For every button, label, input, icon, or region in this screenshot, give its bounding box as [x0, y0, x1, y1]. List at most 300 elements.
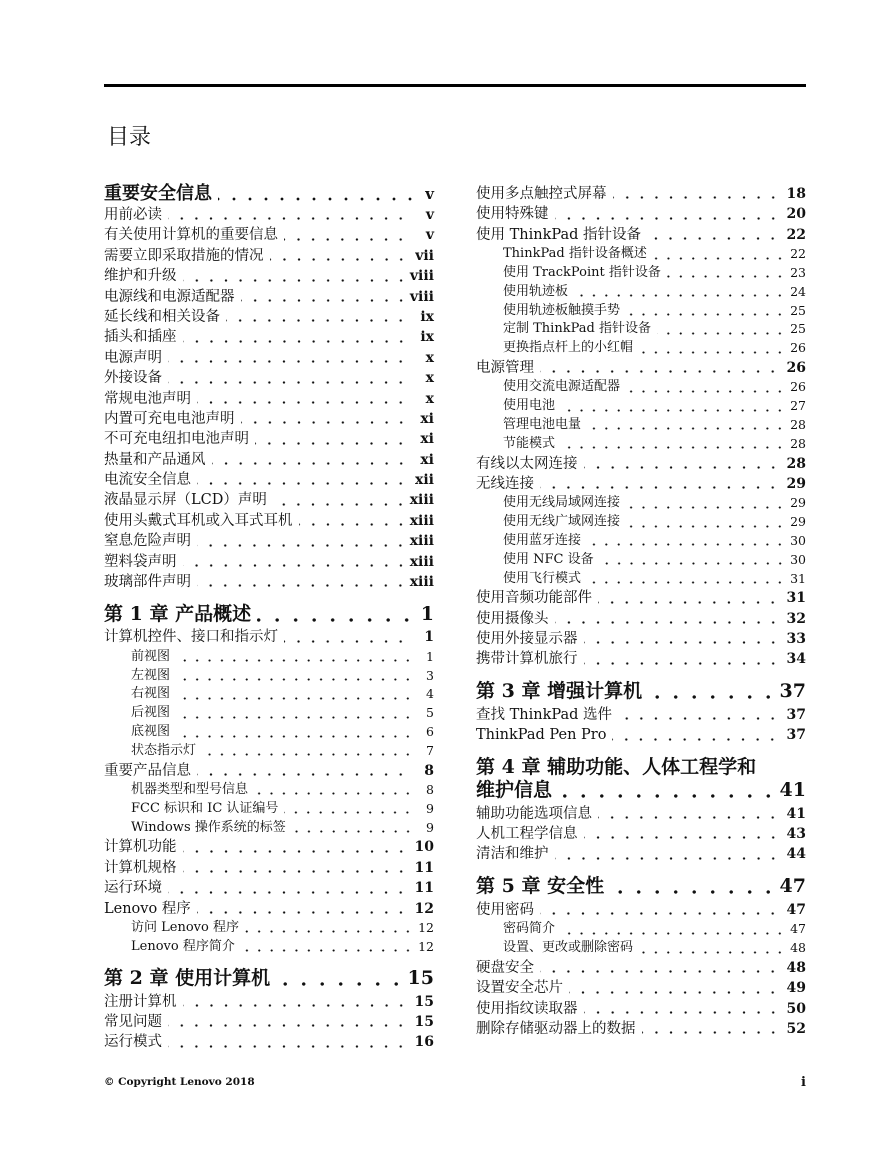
toc-page-number: viii — [409, 288, 434, 305]
toc-page-number: 32 — [786, 610, 806, 627]
dot-leader — [202, 742, 414, 761]
toc-page-number: 8 — [424, 762, 434, 779]
toc-entry[interactable] — [104, 490, 434, 510]
toc-page-number: 15 — [414, 993, 434, 1010]
toc-page-number: 31 — [790, 570, 806, 586]
toc-chapter-heading-line — [476, 875, 806, 898]
toc-chapter-heading[interactable] — [476, 756, 806, 802]
toc-page-number: 1 — [424, 629, 434, 646]
dot-leader — [555, 204, 781, 224]
toc-page-number: v — [425, 185, 434, 203]
dot-leader — [176, 667, 414, 686]
toc-entry-label: 删除存储驱动器上的数据 — [476, 1020, 636, 1037]
toc-page-number: xiii — [409, 574, 434, 591]
toc-entry[interactable] — [476, 649, 806, 669]
toc-chapter-heading-line — [476, 680, 806, 703]
toc-subentry[interactable] — [476, 397, 806, 416]
dot-leader — [284, 225, 408, 245]
toc-page-number: xiii — [409, 492, 434, 509]
dot-leader — [183, 552, 408, 572]
dot-leader — [639, 339, 786, 358]
toc-page-number: xi — [420, 451, 434, 468]
dot-leader — [218, 184, 418, 204]
toc-entry[interactable] — [104, 348, 434, 368]
toc-entry-label: 密码简介 — [503, 921, 556, 937]
toc-page-number: 16 — [414, 1034, 434, 1051]
toc-entry-label: 常见问题 — [104, 1013, 162, 1030]
toc-subentry[interactable] — [476, 264, 806, 283]
toc-entry-label: 塑料袋声明 — [104, 553, 177, 570]
toc-chapter-heading-line — [104, 603, 434, 626]
dot-leader — [598, 588, 780, 608]
toc-entry[interactable] — [104, 1012, 434, 1032]
toc-chapter-title: 第 3 章 增强计算机 — [476, 680, 643, 703]
toc-subentry[interactable] — [104, 800, 434, 819]
toc-page-number: 10 — [414, 839, 434, 856]
toc-entry-label: 设置、更改或删除密码 — [503, 940, 634, 955]
toc-entry[interactable] — [476, 900, 806, 920]
toc-page-number: 12 — [418, 919, 434, 935]
toc-group — [476, 875, 806, 1039]
toc-entry-label: 使用飞行模式 — [503, 570, 582, 586]
toc-entry[interactable] — [104, 858, 434, 878]
toc-chapter-heading[interactable] — [476, 680, 806, 703]
dot-leader — [642, 1019, 781, 1039]
dot-leader — [241, 287, 408, 307]
toc-subentry[interactable] — [104, 704, 434, 723]
toc-page-number: 30 — [790, 551, 806, 567]
dot-leader — [212, 450, 409, 470]
toc-entry[interactable] — [104, 225, 434, 245]
toc-entry-label: 运行环境 — [104, 880, 162, 897]
toc-page-number: ix — [420, 329, 434, 346]
dot-leader — [626, 494, 786, 513]
toc-entry-label: 底视图 — [131, 724, 171, 739]
toc-entry-label: Lenovo 程序简介 — [131, 938, 235, 954]
toc-page-number: 1 — [420, 602, 434, 625]
dot-leader — [618, 705, 780, 725]
toc-chapter-title: 第 1 章 产品概述 — [104, 602, 252, 625]
toc-subentry[interactable] — [476, 435, 806, 454]
header-rule — [104, 84, 806, 87]
toc-entry[interactable] — [104, 837, 434, 857]
toc-entry-label: 更换指点杆上的小红帽 — [503, 340, 634, 356]
toc-page-number: 25 — [790, 302, 806, 318]
toc-page-number: 26 — [786, 359, 806, 376]
toc-entry[interactable] — [104, 368, 434, 388]
toc-entry[interactable] — [476, 978, 806, 998]
toc-subentry[interactable] — [104, 723, 434, 742]
dot-leader — [168, 1012, 408, 1032]
toc-entry-label: 使用特殊键 — [476, 206, 549, 223]
toc-entry-label: 查找 ThinkPad 选件 — [476, 706, 613, 723]
toc-page-number: 44 — [786, 846, 806, 863]
toc-page-number: 29 — [790, 514, 806, 530]
toc-entry-label: 计算机功能 — [104, 839, 177, 856]
dot-leader — [197, 531, 408, 551]
toc-subentry[interactable] — [104, 919, 434, 938]
toc-entry-label: 使用外接显示器 — [476, 631, 578, 648]
toc-page-number: 37 — [786, 706, 806, 723]
dot-leader — [561, 397, 786, 416]
toc-entry-label: 计算机规格 — [104, 859, 177, 876]
toc-page-number: 31 — [786, 590, 806, 607]
toc-entry-label: 右视图 — [131, 686, 171, 702]
toc-subentry[interactable] — [476, 532, 806, 551]
toc-subentry[interactable] — [104, 742, 434, 761]
toc-entry-label: 液晶显示屏（LCD）声明 — [104, 492, 267, 509]
toc-subentry[interactable] — [104, 685, 434, 704]
toc-page-number: 37 — [786, 727, 806, 744]
toc-entry[interactable] — [476, 474, 806, 494]
toc-entry-label: 延长线和相关设备 — [104, 308, 220, 325]
toc-entry-label: 无线连接 — [476, 475, 534, 492]
toc-subentry[interactable] — [476, 416, 806, 435]
toc-chapter-heading-line — [104, 967, 434, 990]
toc-entry[interactable] — [104, 246, 434, 266]
toc-page-number: 43 — [786, 826, 806, 843]
toc-entry[interactable] — [104, 389, 434, 409]
toc-entry[interactable] — [476, 358, 806, 378]
dot-leader — [168, 368, 408, 388]
dot-leader — [648, 680, 777, 703]
toc-entry-label: 电流安全信息 — [104, 472, 191, 489]
toc-page-number: 41 — [779, 779, 806, 802]
toc-page-number: 6 — [426, 724, 434, 739]
toc-subentry[interactable] — [104, 648, 434, 667]
toc-entry-label: 设置安全芯片 — [476, 980, 563, 997]
toc-entry[interactable] — [104, 627, 434, 647]
toc-page-number: 37 — [779, 680, 806, 703]
toc-entry-label: FCC 标识和 IC 认证编号 — [131, 800, 279, 816]
toc-page-number: 22 — [786, 226, 806, 243]
toc-page-number: 48 — [790, 940, 806, 955]
toc-column-right — [476, 184, 806, 1039]
toc-entry-label: 左视图 — [131, 667, 171, 683]
toc-page-number: 5 — [426, 705, 434, 721]
dot-leader — [168, 205, 408, 225]
toc-subentry[interactable] — [104, 667, 434, 686]
toc-entry[interactable] — [476, 725, 806, 745]
toc-entry[interactable] — [104, 327, 434, 347]
toc-entry-label: 外接设备 — [104, 370, 162, 387]
toc-entry-label: 电源线和电源适配器 — [104, 288, 235, 305]
dot-leader — [292, 819, 414, 838]
toc-entry[interactable] — [476, 705, 806, 725]
toc-page-number: 28 — [786, 455, 806, 472]
dot-leader — [183, 266, 408, 286]
dot-leader — [647, 225, 780, 245]
toc-chapter-title: 维护信息 — [476, 779, 553, 802]
dot-leader — [610, 875, 777, 898]
toc-entry[interactable] — [104, 511, 434, 531]
toc-entry-label: ThinkPad Pen Pro — [476, 727, 607, 744]
toc-entry-label: 使用交流电源适配器 — [503, 379, 621, 395]
toc-entry[interactable] — [104, 266, 434, 286]
toc-entry-label: 注册计算机 — [104, 993, 177, 1010]
toc-entry[interactable] — [476, 999, 806, 1019]
toc-entry-label: 前视图 — [131, 648, 171, 664]
toc-page-number: 23 — [790, 264, 806, 280]
dot-leader — [612, 725, 780, 745]
toc-entry-label: 用前必读 — [104, 207, 162, 223]
toc-group — [476, 680, 806, 745]
toc-entry-label: 清洁和维护 — [476, 846, 549, 863]
toc-chapter-heading[interactable] — [104, 184, 434, 204]
dot-leader — [584, 824, 781, 844]
dot-leader — [270, 246, 409, 266]
toc-entry-label: 携带计算机旅行 — [476, 651, 578, 668]
toc-subentry[interactable] — [476, 570, 806, 589]
toc-page-number: v — [425, 227, 434, 244]
toc-entry[interactable] — [476, 844, 806, 864]
toc-entry-label: 计算机控件、接口和指示灯 — [104, 629, 278, 646]
toc-entry-label: 机器类型和型号信息 — [131, 781, 249, 797]
toc-page-number: 50 — [786, 1000, 806, 1017]
toc-entry-label: 电源管理 — [476, 359, 534, 376]
toc-entry[interactable] — [476, 184, 806, 204]
toc-entry-label: 需要立即采取措施的情况 — [104, 247, 264, 264]
toc-page-number: 20 — [786, 206, 806, 223]
toc-page-number: vii — [415, 247, 434, 264]
toc-subentry[interactable] — [476, 245, 806, 264]
dot-leader — [569, 978, 780, 998]
toc-entry[interactable] — [104, 429, 434, 449]
dot-leader — [584, 999, 781, 1019]
toc-chapter-heading[interactable] — [104, 967, 434, 990]
toc-entry[interactable] — [476, 804, 806, 824]
toc-subentry[interactable] — [104, 781, 434, 800]
dot-leader — [284, 627, 408, 647]
toc-page-number: 49 — [786, 980, 806, 997]
toc-entry-label: 使用无线广域网连接 — [503, 514, 621, 530]
toc-subentry[interactable] — [476, 320, 806, 339]
dot-leader — [176, 723, 414, 742]
toc-chapter-title: 第 5 章 安全性 — [476, 875, 605, 898]
toc-subentry[interactable] — [104, 938, 434, 957]
toc-entry[interactable] — [476, 1019, 806, 1039]
toc-entry-label: 玻璃部件声明 — [104, 574, 191, 591]
toc-entry-label: 有关使用计算机的重要信息 — [104, 227, 278, 244]
toc-page-number: 1 — [426, 648, 434, 664]
toc-page-number: xiii — [409, 533, 434, 550]
dot-leader — [561, 435, 786, 454]
toc-entry[interactable] — [476, 225, 806, 245]
toc-page-number: xiii — [409, 553, 434, 570]
toc-subentry[interactable] — [476, 339, 806, 358]
toc-entry[interactable] — [476, 204, 806, 224]
toc-page-number: 7 — [426, 742, 434, 758]
toc-page-number: 8 — [426, 781, 434, 797]
toc-entry-label: Windows 操作系统的标签 — [131, 819, 286, 835]
toc-page-number: 27 — [790, 398, 806, 414]
toc-page-number: 15 — [414, 1013, 434, 1030]
toc-entry-label: 使用 ThinkPad 指针设备 — [476, 226, 642, 243]
dot-leader — [276, 967, 405, 990]
toc-page-number: 29 — [786, 475, 806, 492]
toc-entry-label: 使用轨迹板 — [503, 283, 569, 299]
toc-entry[interactable] — [476, 588, 806, 608]
toc-entry[interactable] — [104, 899, 434, 919]
toc-entry-label: 使用头戴式耳机或入耳式耳机 — [104, 512, 293, 529]
toc-entry[interactable] — [476, 824, 806, 844]
toc-group — [476, 756, 806, 865]
toc-subentry[interactable] — [476, 283, 806, 302]
dot-leader — [176, 685, 414, 704]
dot-leader — [540, 358, 780, 378]
toc-subentry[interactable] — [476, 494, 806, 513]
toc-entry[interactable] — [104, 531, 434, 551]
dot-leader — [587, 570, 786, 589]
toc-page-number: 3 — [426, 667, 434, 683]
toc-entry[interactable] — [104, 552, 434, 572]
dot-leader — [667, 264, 786, 283]
toc-entry[interactable] — [104, 205, 434, 225]
toc-entry[interactable] — [104, 450, 434, 470]
toc-chapter-title: 第 4 章 辅助功能、人体工程学和 — [476, 756, 757, 779]
dot-leader — [241, 938, 414, 957]
toc-entry[interactable] — [104, 761, 434, 781]
dot-leader — [555, 609, 781, 629]
toc-page-number: 25 — [790, 321, 806, 337]
toc-entry[interactable] — [104, 878, 434, 898]
toc-page-number: 18 — [786, 186, 806, 202]
dot-leader — [555, 844, 781, 864]
dot-leader — [626, 378, 786, 397]
page-number: i — [801, 1075, 806, 1090]
toc-entry-label: 节能模式 — [503, 435, 556, 451]
dot-leader — [540, 900, 780, 920]
toc-entry-label: 使用 TrackPoint 指针设备 — [503, 264, 661, 280]
dot-leader — [168, 348, 408, 368]
toc-subentry[interactable] — [476, 302, 806, 321]
toc-entry[interactable] — [104, 307, 434, 327]
dot-leader — [600, 551, 786, 570]
toc-page-number: 26 — [790, 340, 806, 356]
toc-entry-label: 常规电池声明 — [104, 390, 191, 407]
toc-entry-label: 使用蓝牙连接 — [503, 532, 582, 548]
toc-page-number: 41 — [786, 805, 806, 822]
toc-entry[interactable] — [104, 992, 434, 1012]
dot-leader — [183, 858, 409, 878]
dot-leader — [257, 603, 416, 626]
toc-entry[interactable] — [104, 1032, 434, 1052]
toc-chapter-heading-line — [104, 184, 434, 204]
toc-page-number: x — [425, 390, 434, 407]
dot-leader — [168, 878, 408, 898]
dot-leader — [626, 513, 786, 532]
dot-leader — [626, 302, 786, 321]
toc-page-number: 47 — [790, 921, 806, 937]
toc-subentry[interactable] — [476, 378, 806, 397]
toc-entry[interactable] — [104, 409, 434, 429]
toc-page-number: 12 — [418, 938, 434, 954]
toc-entry-label: 热量和产品通风 — [104, 451, 206, 468]
toc-page-number: 15 — [407, 967, 434, 990]
toc-entry-label: 使用无线局域网连接 — [503, 495, 621, 511]
toc-entry-label: Lenovo 程序 — [104, 900, 191, 917]
toc-entry-label: 使用轨迹板触摸手势 — [503, 302, 621, 318]
dot-leader — [197, 470, 408, 490]
toc-page-number: 26 — [790, 379, 806, 395]
toc-entry-label: 窒息危险声明 — [104, 533, 191, 550]
toc-entry[interactable] — [476, 629, 806, 649]
toc-page-number: 48 — [786, 959, 806, 976]
toc-subentry[interactable] — [104, 819, 434, 838]
toc-entry-label: 有线以太网连接 — [476, 455, 578, 472]
toc-entry-label: 维护和升级 — [104, 268, 177, 285]
dot-leader — [598, 804, 780, 824]
toc-chapter-heading[interactable] — [476, 875, 806, 898]
toc-entry-label: 人机工程学信息 — [476, 826, 578, 843]
toc-entry-label: 管理电池电量 — [503, 416, 582, 432]
toc-group — [476, 184, 806, 670]
toc-entry[interactable] — [104, 287, 434, 307]
toc-page-number: 24 — [790, 283, 806, 299]
toc-entry-label: 状态指示灯 — [131, 742, 197, 758]
toc-entry-label: 插头和插座 — [104, 329, 177, 346]
toc-entry-label: 电源声明 — [104, 349, 162, 366]
toc-entry-label: 使用指纹读取器 — [476, 1000, 578, 1017]
toc-page-number: 34 — [786, 651, 806, 668]
dot-leader — [540, 474, 780, 494]
toc-page-number: 47 — [779, 875, 806, 898]
toc-column-left — [104, 184, 434, 1053]
toc-page-number: ix — [420, 308, 434, 325]
dot-leader — [183, 327, 409, 347]
dot-leader — [558, 779, 778, 802]
dot-leader — [183, 837, 409, 857]
dot-leader — [245, 919, 414, 938]
toc-entry-label: 内置可充电电池声明 — [104, 410, 235, 427]
dot-leader — [176, 648, 414, 667]
dot-leader — [584, 454, 781, 474]
toc-entry[interactable] — [476, 454, 806, 474]
toc-page-number: 9 — [426, 800, 434, 816]
toc-entry[interactable] — [104, 572, 434, 592]
toc-subentry[interactable] — [476, 551, 806, 570]
dot-leader — [183, 992, 409, 1012]
toc-page-number: xi — [420, 431, 434, 448]
toc-page-number: 52 — [786, 1020, 806, 1037]
dot-leader — [197, 899, 408, 919]
toc-group — [104, 603, 434, 957]
toc-entry[interactable] — [476, 609, 806, 629]
dot-leader — [561, 920, 786, 939]
toc-entry-label: 硬盘安全 — [476, 959, 534, 976]
toc-entry-label: 使用 NFC 设备 — [503, 551, 594, 567]
toc-page-number: viii — [409, 268, 434, 285]
toc-subentry[interactable] — [476, 513, 806, 532]
toc-entry-label: 运行模式 — [104, 1034, 162, 1051]
toc-subentry[interactable] — [476, 939, 806, 958]
dot-leader — [540, 958, 780, 978]
toc-entry[interactable] — [104, 470, 434, 490]
dot-leader — [639, 939, 786, 958]
toc-page-number: xii — [415, 472, 434, 489]
toc-entry-label: 重要产品信息 — [104, 762, 191, 779]
toc-page-number: 11 — [414, 880, 434, 897]
toc-entry[interactable] — [476, 958, 806, 978]
dot-leader — [255, 429, 408, 449]
toc-entry-label: 辅助功能选项信息 — [476, 805, 592, 822]
dot-leader — [168, 1032, 408, 1052]
dot-leader — [197, 389, 408, 409]
toc-subentry[interactable] — [476, 920, 806, 939]
toc-entry-label: 后视图 — [131, 705, 171, 721]
toc-chapter-heading[interactable] — [104, 603, 434, 626]
dot-leader — [587, 532, 786, 551]
